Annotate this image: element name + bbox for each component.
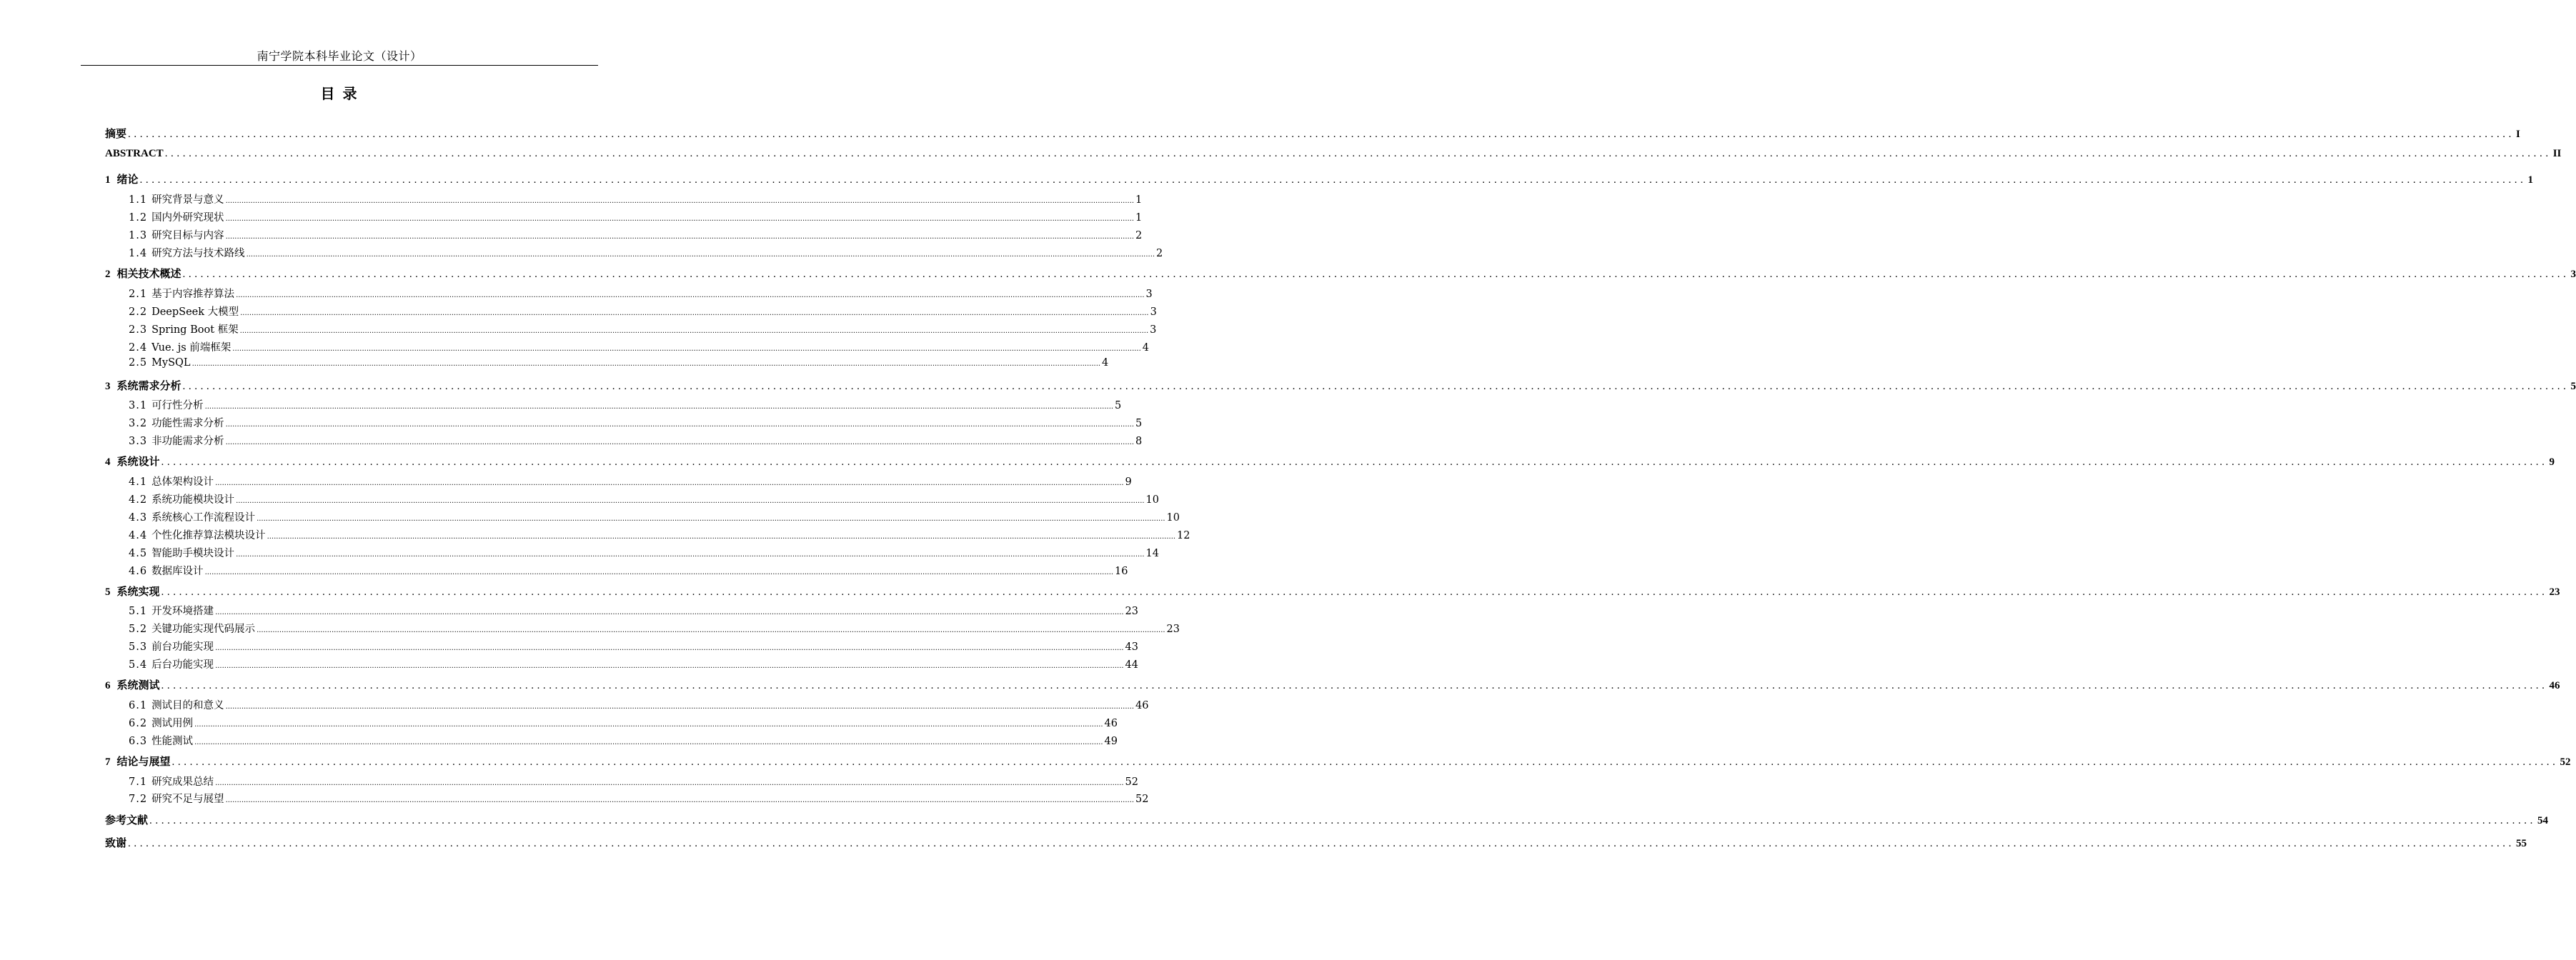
toc-dot-leader: ................................................................................................................................................................................................................................................................................................................................................................................................................ <box>192 360 1101 368</box>
toc-page-number: 9 <box>1125 476 1132 488</box>
toc-entry-number: 6.1 <box>129 700 148 711</box>
toc-entry-number: 7.2 <box>129 794 148 805</box>
toc-entry-number: 2.2 <box>129 306 148 318</box>
toc-entry-label: 研究成果总结 <box>151 776 214 788</box>
toc-entry-label: 后台功能实现 <box>151 659 214 671</box>
toc-dot-leader: ................................................................................................................................................................................................................................................................................................................................................................................................................ <box>239 327 1149 335</box>
toc-chapter-entry[interactable] <box>105 148 2562 160</box>
toc-chapter-entry[interactable] <box>105 584 2560 599</box>
toc-section-entry[interactable] <box>129 509 1180 524</box>
toc-entry-label: 国内外研究现状 <box>151 212 224 224</box>
toc-entry-label: 个性化推荐算法模块设计 <box>151 530 266 541</box>
toc-page-number: 4 <box>1142 342 1150 354</box>
toc-entry-label: Vue. js 前端框架 <box>151 342 232 354</box>
toc-entry-label: 相关技术概述 <box>116 269 181 280</box>
toc-title: 目 录 <box>320 85 359 102</box>
toc-dot-leader: ................................................................................................................................................................................................................................................................................................................................................................................................................ <box>171 756 2559 768</box>
toc-entry-label: 前台功能实现 <box>151 641 214 653</box>
toc-entry-number: 4.4 <box>129 530 148 541</box>
toc-entry-number: 3.3 <box>129 436 148 447</box>
toc-entry-label: 总体架构设计 <box>151 476 214 488</box>
toc-entry-number: 4.5 <box>129 548 148 559</box>
toc-page-number: 4 <box>1102 357 1109 369</box>
toc-entry-number: 5.2 <box>129 624 148 635</box>
toc-page-number: 2 <box>1135 230 1143 241</box>
toc-dot-leader: ................................................................................................................................................................................................................................................................................................................................................................................................................ <box>225 233 1135 241</box>
toc-page-number: 1 <box>2527 174 2534 186</box>
toc-entry-label: 测试用例 <box>151 718 194 729</box>
toc-page-number: 46 <box>1135 700 1149 711</box>
toc-page-number: 8 <box>1135 436 1143 447</box>
toc-section-entry[interactable] <box>129 209 1143 224</box>
toc-entry-number: 1.4 <box>129 248 148 259</box>
toc-entry-label: 系统核心工作流程设计 <box>151 512 256 524</box>
toc-page-number: 46 <box>1104 718 1118 729</box>
toc-entry-label: MySQL <box>151 357 191 369</box>
toc-section-entry[interactable] <box>129 715 1118 730</box>
toc-section-entry[interactable] <box>129 563 1128 578</box>
toc-entry-label: 智能助手模块设计 <box>151 548 235 559</box>
toc-section-entry[interactable] <box>129 603 1138 618</box>
toc-section-entry[interactable] <box>129 245 1163 260</box>
toc-chapter-entry[interactable] <box>105 812 2549 827</box>
toc-page-number: 3 <box>1150 324 1157 336</box>
toc-chapter-entry[interactable] <box>105 454 2555 469</box>
toc-page-number: 9 <box>2549 456 2555 468</box>
toc-entry-number: 6.3 <box>129 736 148 747</box>
toc-dot-leader: ................................................................................................................................................................................................................................................................................................................................................................................................................ <box>215 662 1124 670</box>
toc-section-entry[interactable] <box>129 286 1153 301</box>
toc-entry-number: 3 <box>105 381 111 392</box>
toc-dot-leader: ................................................................................................................................................................................................................................................................................................................................................................................................................ <box>139 174 2527 186</box>
toc-page-number: 5 <box>1135 418 1143 429</box>
toc-dot-leader: ................................................................................................................................................................................................................................................................................................................................................................................................................ <box>232 345 1141 353</box>
toc-section-entry[interactable] <box>129 321 1157 336</box>
toc-entry-number: 4.1 <box>129 476 148 488</box>
toc-dot-leader: ................................................................................................................................................................................................................................................................................................................................................................................................................ <box>267 533 1176 541</box>
toc-page-number: 1 <box>1135 194 1143 206</box>
toc-entry-number: 2.5 <box>129 357 148 369</box>
toc-section-entry[interactable] <box>129 227 1143 242</box>
toc-page-number: 14 <box>1145 548 1159 559</box>
toc-entry-number: 5.4 <box>129 659 148 671</box>
toc-entry-label: 系统设计 <box>116 456 160 468</box>
toc-page-number: 23 <box>2549 586 2560 598</box>
toc-entry-label: 数据库设计 <box>151 566 204 577</box>
toc-page-number: 3 <box>1145 289 1153 300</box>
toc-section-entry[interactable] <box>129 397 1122 412</box>
toc-dot-leader: ................................................................................................................................................................................................................................................................................................................................................................................................................ <box>164 148 2552 159</box>
toc-dot-leader: ................................................................................................................................................................................................................................................................................................................................................................................................................ <box>194 721 1103 729</box>
toc-entry-label: 性能测试 <box>151 736 194 747</box>
toc-entry-number: 6.2 <box>129 718 148 729</box>
toc-section-entry[interactable] <box>129 733 1118 748</box>
toc-entry-number: 1 <box>105 174 111 186</box>
toc-entry-label: 结论与展望 <box>116 756 171 768</box>
page-header: 南宁学院本科毕业论文（设计） <box>257 49 422 63</box>
toc-entry-number: 7.1 <box>129 776 148 788</box>
toc-entry-label: 致谢 <box>105 838 127 849</box>
toc-page-number: II <box>2552 148 2562 159</box>
header-divider <box>81 65 598 66</box>
toc-entry-number: 3.1 <box>129 400 148 411</box>
toc-page-number: 23 <box>1166 624 1180 635</box>
toc-section-entry[interactable] <box>129 357 1109 369</box>
toc-page-number: I <box>2516 129 2520 140</box>
toc-chapter-entry[interactable] <box>105 378 2576 393</box>
toc-dot-leader: ................................................................................................................................................................................................................................................................................................................................................................................................................ <box>225 796 1135 804</box>
toc-entry-number: 2.3 <box>129 324 148 336</box>
toc-entry-label: 摘要 <box>105 129 127 140</box>
toc-section-entry[interactable] <box>129 791 1149 806</box>
toc-dot-leader: ................................................................................................................................................................................................................................................................................................................................................................................................................ <box>194 739 1103 746</box>
toc-dot-leader: ................................................................................................................................................................................................................................................................................................................................................................................................................ <box>215 779 1124 787</box>
toc-entry-number: 2.1 <box>129 289 148 300</box>
toc-dot-leader: ................................................................................................................................................................................................................................................................................................................................................................................................................ <box>128 838 2515 849</box>
toc-chapter-entry[interactable] <box>105 754 2571 769</box>
toc-entry-label: 可行性分析 <box>151 400 204 411</box>
toc-entry-number: 1.2 <box>129 212 148 224</box>
toc-entry-number: 4.2 <box>129 494 148 506</box>
toc-entry-label: 研究不足与展望 <box>151 794 224 805</box>
toc-page-number: 2 <box>1156 248 1163 259</box>
toc-entry-label: 研究方法与技术路线 <box>151 248 245 259</box>
toc-page-number: 43 <box>1125 641 1138 653</box>
toc-dot-leader: ................................................................................................................................................................................................................................................................................................................................................................................................................ <box>257 515 1165 523</box>
toc-page-number: 1 <box>1135 212 1143 224</box>
toc-dot-leader: ................................................................................................................................................................................................................................................................................................................................................................................................................ <box>215 609 1124 616</box>
toc-entry-label: Spring Boot 框架 <box>151 324 239 336</box>
toc-dot-leader: ................................................................................................................................................................................................................................................................................................................................................................................................................ <box>215 644 1124 652</box>
toc-entry-label: 基于内容推荐算法 <box>151 289 235 300</box>
toc-section-entry[interactable] <box>129 527 1190 542</box>
toc-chapter-entry[interactable] <box>105 835 2527 850</box>
toc-entry-label: 系统需求分析 <box>116 381 181 392</box>
toc-section-entry[interactable] <box>129 697 1149 712</box>
toc-entry-label: 功能性需求分析 <box>151 418 224 429</box>
toc-section-entry[interactable] <box>129 474 1132 489</box>
toc-section-entry[interactable] <box>129 656 1138 671</box>
toc-entry-label: 非功能需求分析 <box>151 436 224 447</box>
toc-entry-number: 4 <box>105 456 111 468</box>
toc-entry-number: 2.4 <box>129 342 148 354</box>
toc-dot-leader: ................................................................................................................................................................................................................................................................................................................................................................................................................ <box>236 291 1145 299</box>
toc-entry-number: 5.1 <box>129 606 148 617</box>
toc-dot-leader: ................................................................................................................................................................................................................................................................................................................................................................................................................ <box>182 381 2570 392</box>
toc-chapter-entry[interactable] <box>105 126 2520 141</box>
toc-page-number: 5 <box>2570 381 2576 392</box>
toc-dot-leader: ................................................................................................................................................................................................................................................................................................................................................................................................................ <box>161 680 2548 691</box>
toc-dot-leader: ................................................................................................................................................................................................................................................................................................................................................................................................................ <box>225 421 1135 429</box>
toc-section-entry[interactable] <box>129 304 1157 319</box>
toc-page-number: 12 <box>1177 530 1190 541</box>
toc-entry-label: 系统测试 <box>116 680 160 691</box>
toc-page-number: 23 <box>1125 606 1138 617</box>
toc-dot-leader: ................................................................................................................................................................................................................................................................................................................................................................................................................ <box>182 269 2570 280</box>
toc-dot-leader: ................................................................................................................................................................................................................................................................................................................................................................................................................ <box>204 403 1114 411</box>
toc-section-entry[interactable] <box>129 639 1138 654</box>
toc-entry-label: 绪论 <box>116 174 139 186</box>
toc-entry-label: 参考文献 <box>105 815 149 826</box>
toc-dot-leader: ................................................................................................................................................................................................................................................................................................................................................................................................................ <box>225 703 1135 711</box>
toc-dot-leader: ................................................................................................................................................................................................................................................................................................................................................................................................................ <box>257 626 1165 634</box>
toc-dot-leader: ................................................................................................................................................................................................................................................................................................................................................................................................................ <box>236 497 1145 505</box>
toc-chapter-entry[interactable] <box>105 171 2534 186</box>
toc-entry-label: 开发环境搭建 <box>151 606 214 617</box>
toc-entry-label: 系统功能模块设计 <box>151 494 235 506</box>
toc-section-entry[interactable] <box>129 491 1159 506</box>
toc-section-entry[interactable] <box>129 621 1180 636</box>
toc-page-number: 5 <box>1115 400 1122 411</box>
toc-entry-number: 1.1 <box>129 194 148 206</box>
toc-entry-number: 1.3 <box>129 230 148 241</box>
toc-entry-number: 6 <box>105 680 111 691</box>
toc-entry-label: 关键功能实现代码展示 <box>151 624 256 635</box>
toc-entry-number: 3.2 <box>129 418 148 429</box>
toc-chapter-entry[interactable] <box>105 266 2576 281</box>
toc-section-entry[interactable] <box>129 191 1143 206</box>
toc-page-number: 52 <box>1125 776 1138 788</box>
toc-dot-leader: ................................................................................................................................................................................................................................................................................................................................................................................................................ <box>149 815 2537 826</box>
toc-page-number: 52 <box>1135 794 1149 805</box>
toc-entry-number: 4.3 <box>129 512 148 524</box>
toc-entry-label: 测试目的和意义 <box>151 700 224 711</box>
toc-section-entry[interactable] <box>129 339 1150 354</box>
toc-page-number: 16 <box>1115 566 1128 577</box>
toc-page-number: 3 <box>1150 306 1157 318</box>
toc-page-number: 52 <box>2560 756 2571 768</box>
toc-dot-leader: ................................................................................................................................................................................................................................................................................................................................................................................................................ <box>246 251 1155 259</box>
toc-page-number: 55 <box>2516 838 2527 849</box>
toc-entry-number: 2 <box>105 269 111 280</box>
toc-page-number: 3 <box>2570 269 2576 280</box>
toc-section-entry[interactable] <box>129 433 1143 448</box>
toc-page-number: 10 <box>1166 512 1180 524</box>
toc-dot-leader: ................................................................................................................................................................................................................................................................................................................................................................................................................ <box>240 309 1149 317</box>
toc-dot-leader: ................................................................................................................................................................................................................................................................................................................................................................................................................ <box>225 439 1135 446</box>
toc-section-entry[interactable] <box>129 415 1143 430</box>
toc-dot-leader: ................................................................................................................................................................................................................................................................................................................................................................................................................ <box>215 479 1124 487</box>
toc-page-number: 44 <box>1125 659 1138 671</box>
toc-dot-leader: ................................................................................................................................................................................................................................................................................................................................................................................................................ <box>225 197 1135 205</box>
toc-page-number: 49 <box>1104 736 1118 747</box>
toc-entry-label: 研究背景与意义 <box>151 194 224 206</box>
toc-dot-leader: ................................................................................................................................................................................................................................................................................................................................................................................................................ <box>161 456 2548 468</box>
toc-dot-leader: ................................................................................................................................................................................................................................................................................................................................................................................................................ <box>161 586 2548 598</box>
toc-section-entry[interactable] <box>129 774 1138 789</box>
toc-dot-leader: ................................................................................................................................................................................................................................................................................................................................................................................................................ <box>128 129 2515 140</box>
toc-entry-number: 5 <box>105 586 111 598</box>
toc-entry-number: 5.3 <box>129 641 148 653</box>
toc-page-number: 54 <box>2537 815 2549 826</box>
toc-entry-number: 4.6 <box>129 566 148 577</box>
toc-entry-label: DeepSeek 大模型 <box>151 306 239 318</box>
toc-page-number: 46 <box>2549 680 2560 691</box>
toc-dot-leader: ................................................................................................................................................................................................................................................................................................................................................................................................................ <box>225 215 1135 223</box>
toc-entry-label: 系统实现 <box>116 586 160 598</box>
toc-section-entry[interactable] <box>129 545 1159 560</box>
toc-chapter-entry[interactable] <box>105 677 2560 692</box>
toc-entry-number: 7 <box>105 756 111 768</box>
toc-entry-label: ABSTRACT <box>105 148 164 159</box>
toc-entry-label: 研究目标与内容 <box>151 230 224 241</box>
toc-dot-leader: ................................................................................................................................................................................................................................................................................................................................................................................................................ <box>204 569 1114 576</box>
toc-page-number: 10 <box>1145 494 1159 506</box>
toc-dot-leader: ................................................................................................................................................................................................................................................................................................................................................................................................................ <box>236 551 1145 559</box>
